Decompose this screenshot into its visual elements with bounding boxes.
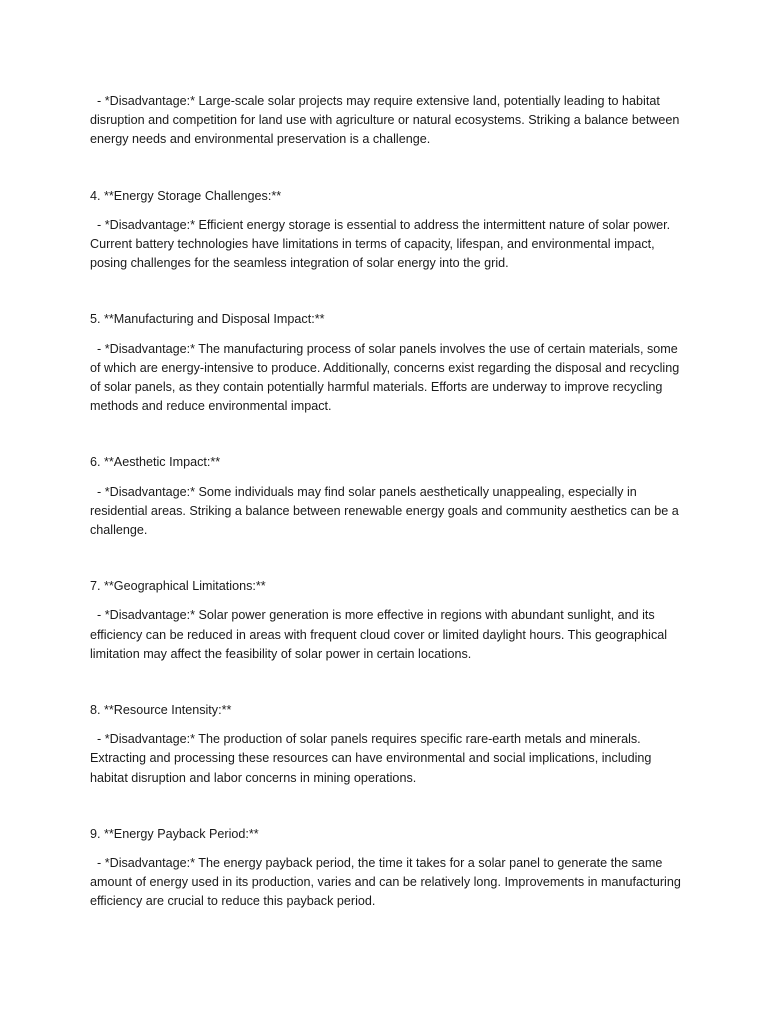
paragraph-energy-payback: [90, 854, 682, 912]
paragraph-resource-intensity: [90, 730, 682, 788]
paragraph-geographical-limitations: [90, 606, 682, 664]
paragraph-land-use: [90, 92, 682, 150]
heading-aesthetic-impact: 6. **Aesthetic Impact:**: [90, 455, 221, 470]
paragraph-text: - *Disadvantage:* The production of solar panels requires specific rare-earth metals and minerals. Extracting and processing these resources can have environmental and social implications, including habitat disruption and labor concerns in mining operations.: [90, 732, 652, 785]
paragraph-energy-storage: [90, 216, 682, 274]
paragraph-text: - *Disadvantage:* The energy payback period, the time it takes for a solar panel to generate the same amount of energy used in its production, varies and can be relatively long. Improvements in manufacturing efficiency are crucial to reduce this payback period.: [90, 856, 681, 909]
paragraph-text: - *Disadvantage:* Large-scale solar projects may require extensive land, potentially leading to habitat disruption and competition for land use with agriculture or natural ecosystems. Striking a balance between energy needs and environmental preservation is a challenge.: [90, 94, 680, 147]
heading-geographical-limitations: 7. **Geographical Limitations:**: [90, 579, 266, 594]
heading-manufacturing-disposal: 5. **Manufacturing and Disposal Impact:**: [90, 312, 325, 327]
heading-energy-payback: 9. **Energy Payback Period:**: [90, 826, 259, 841]
paragraph-text: - *Disadvantage:* Some individuals may find solar panels aesthetically unappealing, especially in residential areas. Striking a balance between renewable energy goals and community aesthetics can be a challenge.: [90, 484, 679, 538]
paragraph-text: - *Disadvantage:* Efficient energy storage is essential to address the intermittent nature of solar power. Current battery technologies have limitations in terms of capacity, lifespan, and environmental impact, posing challenges for the seamless integration of solar energy into the grid.: [90, 217, 671, 271]
paragraph-text: - *Disadvantage:* The manufacturing process of solar panels involves the use of certain materials, some of which are energy-intensive to produce. Additionally, concerns exist regarding the disposal and recycling of solar panels, as they contain potentially harmful materials. Efforts are underway to improve recycling methods and reduce environmental impact.: [90, 341, 680, 414]
paragraph-aesthetic-impact: [90, 483, 682, 541]
heading-resource-intensity: 8. **Resource Intensity:**: [90, 703, 232, 718]
document-body: [90, 92, 682, 912]
heading-energy-storage: 4. **Energy Storage Challenges:**: [90, 188, 282, 203]
paragraph-text: - *Disadvantage:* Solar power generation is more effective in regions with abundant sunlight, and its efficiency can be reduced in areas with frequent cloud cover or limited daylight hours. This geographical limitation may affect the feasibility of solar power in certain locations.: [90, 608, 668, 661]
paragraph-manufacturing-disposal: [90, 340, 682, 417]
